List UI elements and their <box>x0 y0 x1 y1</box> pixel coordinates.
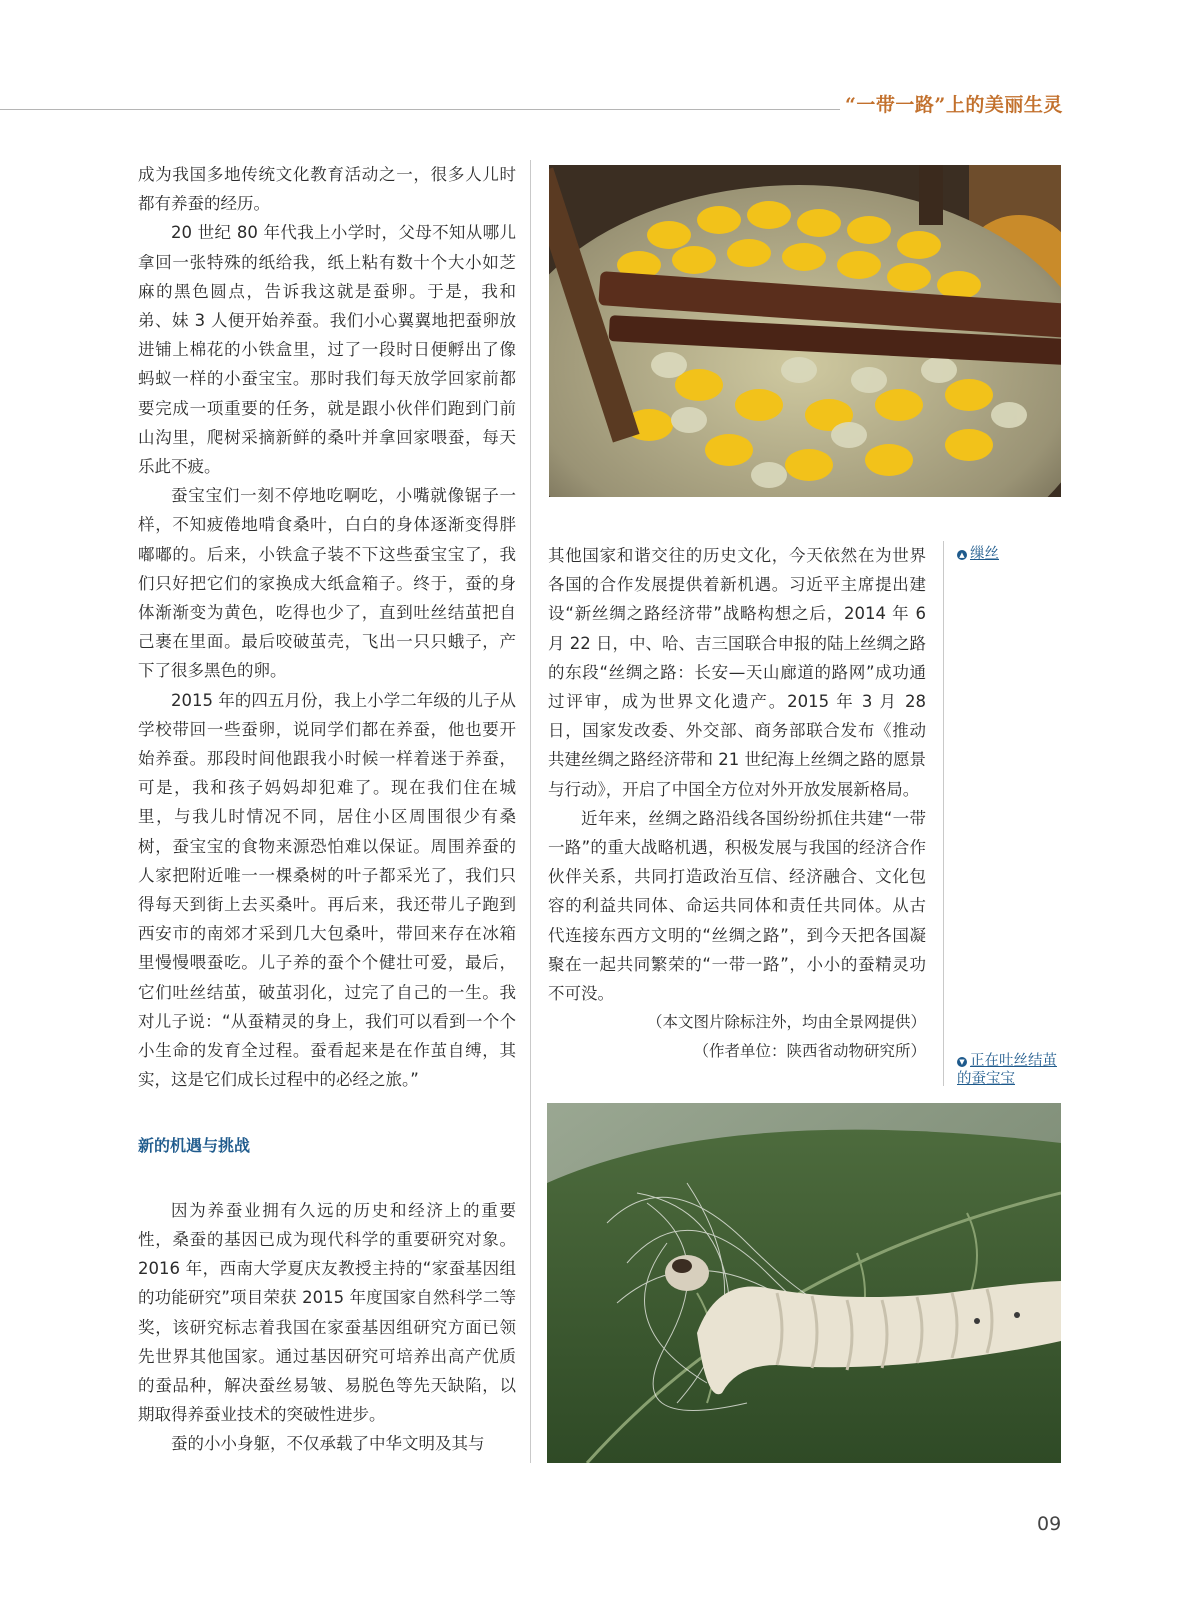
caption-up-arrow-icon: ▲ <box>957 550 967 560</box>
right-text-column <box>548 541 926 1067</box>
paragraph: 2015 年的四五月份，我上小学二年级的儿子从学校带回一些蚕卵，说同学们都在养蚕，他也要开始养蚕。那段时间他跟我小时候一样着迷于养蚕，可是，我和孩子妈妈却犯难了。现在我们住在城里，与我儿时情况不同，居住小区周围很少有桑树，蚕宝宝的食物来源恐怕难以保证。周围养蚕的人家把附近唯一一棵桑树的叶子都采光了，我们只得每天到街上去买桑叶。再后来，我还带儿子跑到西安市的南郊才采到几大包桑叶，带回来存在冰箱里慢慢喂蚕吃。儿子养的蚕个个健壮可爱，最后，它们吐丝结茧，破茧羽化，过完了自己的一生。我对儿子说：“从蚕精灵的身上，我们可以看到一个个小生命的发育全过程。蚕看起来是在作茧自缚，其实，这是它们成长过程中的必经之旅。” <box>138 690 516 1090</box>
left-text-column <box>138 160 516 1459</box>
photo-credit: （本文图片除标注外，均由全景网提供） <box>646 1013 926 1032</box>
page-number: 09 <box>1037 1513 1062 1535</box>
section-heading: 新的机遇与挑战 <box>138 1135 251 1155</box>
column-divider <box>530 160 531 1463</box>
header-rule <box>0 109 840 110</box>
paragraph: 蚕宝宝们一刻不停地吃啊吃，小嘴就像锯子一样，不知疲倦地啃食桑叶，白白的身体逐渐变得胖嘟嘟的。后来，小铁盒子装不下这些蚕宝宝了，我们只好把它们的家换成大纸盒箱子。终于，蚕的身体渐渐变为黄色，吃得也少了，直到吐丝结茧把自己裹在里面。最后咬破茧壳，飞出一只只蛾子，产下了很多黑色的卵。 <box>138 486 516 681</box>
paragraph: 蚕的小小身躯，不仅承载了中华文明及其与 <box>171 1434 485 1454</box>
paragraph: 其他国家和谐交往的历史文化，今天依然在为世界各国的合作发展提供着新机遇。习近平主席提出建设“新丝绸之路经济带”战略构想之后，2014 年 6 月 22 日，中、哈、吉三国联合申报的陆上丝绸之路的东段“丝绸之路：长安—天山廊道的路网”成功通过评审，成为世界文化遗产。2015 年 3 月 28 日，国家发改委、外交部、商务部联合发布《推动共建丝绸之路经济带和 21 世纪海上丝绸之路的愿景与行动》，开启了中国全方位对外开放发展新格局。 <box>548 546 926 799</box>
photo-spinning-silkworm <box>547 1103 1061 1463</box>
paragraph: 成为我国多地传统文化教育活动之一，很多人儿时都有养蚕的经历。 <box>138 165 516 214</box>
silkworm-illustration <box>547 1103 1061 1463</box>
photo-silk-reeling <box>549 165 1061 497</box>
paragraph: 近年来，丝绸之路沿线各国纷纷抓住共建“一带一路”的重大战略机遇，积极发展与我国的经济合作伙伴关系，共同打造政治互信、经济融合、文化包容的利益共同体、命运共同体和责任共同体。从古代连接东西方文明的“丝绸之路”，到今天把各国凝聚在一起共同繁荣的“一带一路”，小小的蚕精灵功不可没。 <box>548 808 926 1004</box>
running-header: “一带一路”上的美丽生灵 <box>845 94 1063 116</box>
caption-silk-reeling: ▲ 缫丝 <box>957 545 1067 563</box>
paragraph: 因为养蚕业拥有久远的历史和经济上的重要性，桑蚕的基因已成为现代科学的重要研究对象。2016 年，西南大学夏庆友教授主持的“家蚕基因组的功能研究”项目荣获 2015 年度国家自然科学二等奖，该研究标志着我国在家蚕基因组研究方面已领先世界其他国家。通过基因研究可培养出高产优质的蚕品种，解决蚕丝易皱、易脱色等先天缺陷，以期取得养蚕业技术的突破性进步。 <box>138 1200 516 1425</box>
caption-spinning-silkworm: ▼ 正在吐丝结茧的蚕宝宝 <box>957 1053 1057 1087</box>
silk-reeling-illustration <box>549 165 1061 497</box>
caption-divider <box>943 541 944 1086</box>
caption-down-arrow-icon: ▼ <box>957 1057 967 1067</box>
author-credit: （作者单位：陕西省动物研究所） <box>693 1042 926 1061</box>
paragraph: 20 世纪 80 年代我上小学时，父母不知从哪儿拿回一张特殊的纸给我，纸上粘有数十个大小如芝麻的黑色圆点，告诉我这就是蚕卵。于是，我和弟、妹 3 人便开始养蚕。我们小心翼翼地把蚕卵放进铺上棉花的小铁盒里，过了一段时日便孵出了像蚂蚁一样的小蚕宝宝。那时我们每天放学回家前都要完成一项重要的任务，就是跟小伙伴们跑到门前山沟里，爬树采摘新鲜的桑叶并拿回家喂蚕，每天乐此不疲。 <box>138 223 516 477</box>
